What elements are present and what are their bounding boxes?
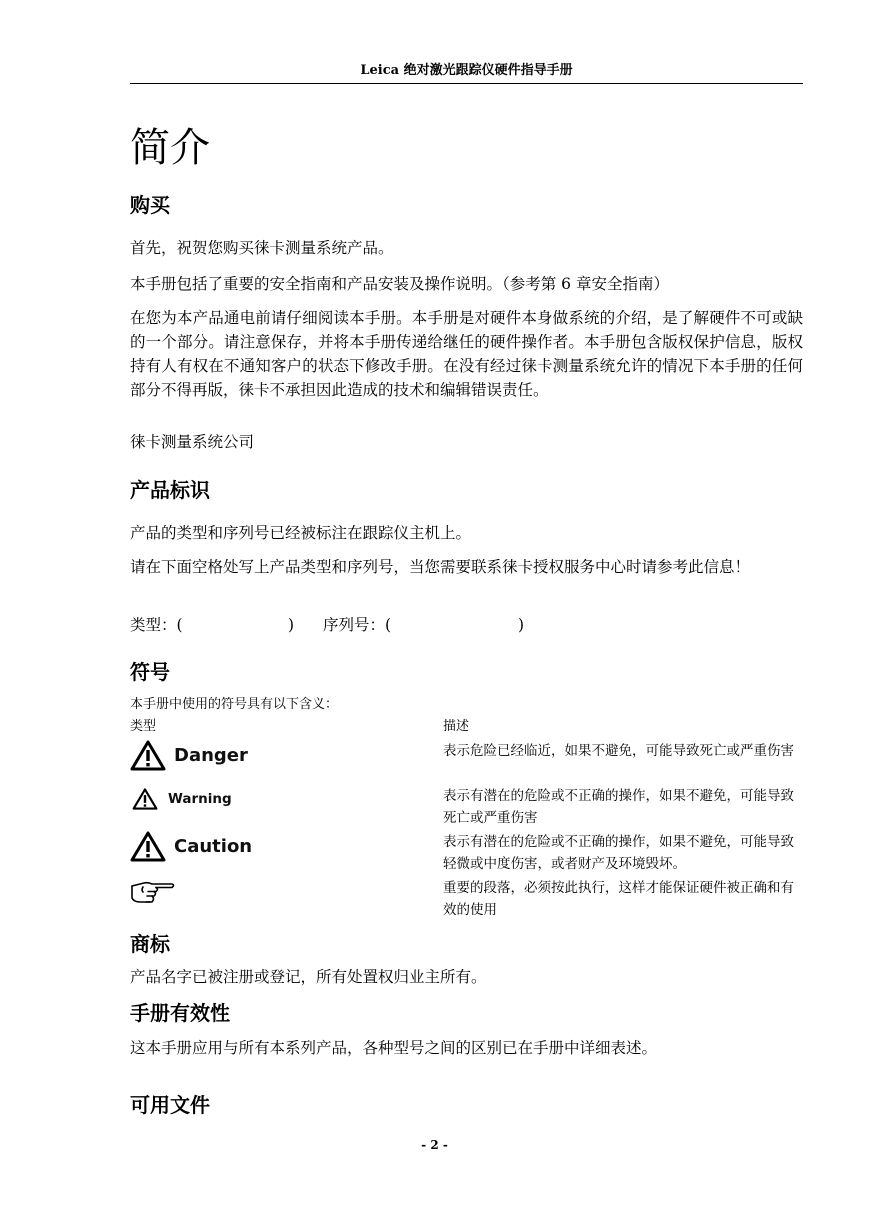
symbols-col-desc: 描述: [443, 719, 470, 734]
symbol-warning-label: Warning: [168, 791, 232, 807]
product-id-paragraph-1: 产品的类型和序列号已经被标注在跟踪仪主机上。: [130, 524, 472, 542]
symbol-danger-label: Danger: [174, 745, 248, 766]
serial-close: ): [518, 616, 525, 634]
trademark-paragraph: 产品名字已被注册或登记，所有处置权归业主所有。: [130, 968, 487, 986]
heading-docs: 可用文件: [130, 1093, 210, 1117]
serial-label: 序列号：(: [323, 616, 392, 634]
running-header: Leica 绝对激光跟踪仪硬件指导手册: [130, 62, 803, 84]
symbol-warning-desc: 表示有潜在的危险或不正确的操作，如果不避免，可能导致死亡或严重伤害: [443, 788, 794, 826]
validity-paragraph: 这本手册应用与所有本系列产品，各种型号之间的区别已在手册中详细表述。: [130, 1039, 658, 1057]
type-close: ): [288, 616, 295, 634]
purchase-paragraph-4: 徕卡测量系统公司: [130, 433, 255, 451]
warning-triangle-icon: [130, 740, 166, 771]
symbol-caution: [130, 831, 252, 862]
warning-triangle-icon: [130, 831, 166, 862]
symbol-note: [130, 879, 176, 905]
warning-triangle-icon: [130, 788, 160, 810]
pointing-hand-icon: [130, 879, 176, 905]
heading-validity: 手册有效性: [130, 1001, 230, 1025]
purchase-paragraph-2: 本手册包括了重要的安全指南和产品安装及操作说明。（参考第 6 章安全指南）: [130, 275, 669, 293]
heading-product-id: 产品标识: [130, 478, 210, 502]
purchase-paragraph-1: 首先，祝贺您购买徕卡测量系统产品。: [130, 239, 394, 257]
page-title: 简介: [130, 125, 210, 171]
symbols-col-type: 类型: [130, 719, 157, 734]
heading-trademark: 商标: [130, 932, 170, 956]
purchase-paragraph-3: 在您为本产品通电前请仔细阅读本手册。本手册是对硬件本身做系统的介绍，是了解硬件不可或缺的一个部分。请注意保存，并将本手册传递给继任的硬件操作者。本手册包含版权保护信息，版权持有人有权在不通知客户的状态下修改手册。在没有经过徕卡测量系统允许的情况下本手册的任何部分不得再版，徕卡不承担因此造成的技术和编辑错误责任。: [130, 309, 803, 399]
symbol-caution-label: Caution: [174, 836, 253, 857]
symbols-intro: 本手册中使用的符号具有以下含义：: [130, 697, 339, 712]
symbol-danger-desc: 表示危险已经临近，如果不避免，可能导致死亡或严重伤害: [443, 743, 794, 759]
heading-purchase: 购买: [130, 193, 170, 217]
page-number: - 2 -: [421, 1138, 448, 1152]
type-label: 类型：(: [130, 616, 183, 634]
symbol-warning: [130, 788, 232, 810]
symbol-caution-desc: 表示有潜在的危险或不正确的操作，如果不避免，可能导致轻微或中度伤害，或者财产及环境毁坏。: [443, 834, 794, 872]
symbol-note-desc: 重要的段落，必须按此执行，这样才能保证硬件被正确和有效的使用: [443, 880, 794, 918]
product-id-paragraph-2: 请在下面空格处写上产品类型和序列号，当您需要联系徕卡授权服务中心时请参考此信息！: [130, 558, 751, 576]
heading-symbols: 符号: [130, 660, 170, 684]
symbol-danger: [130, 740, 248, 771]
